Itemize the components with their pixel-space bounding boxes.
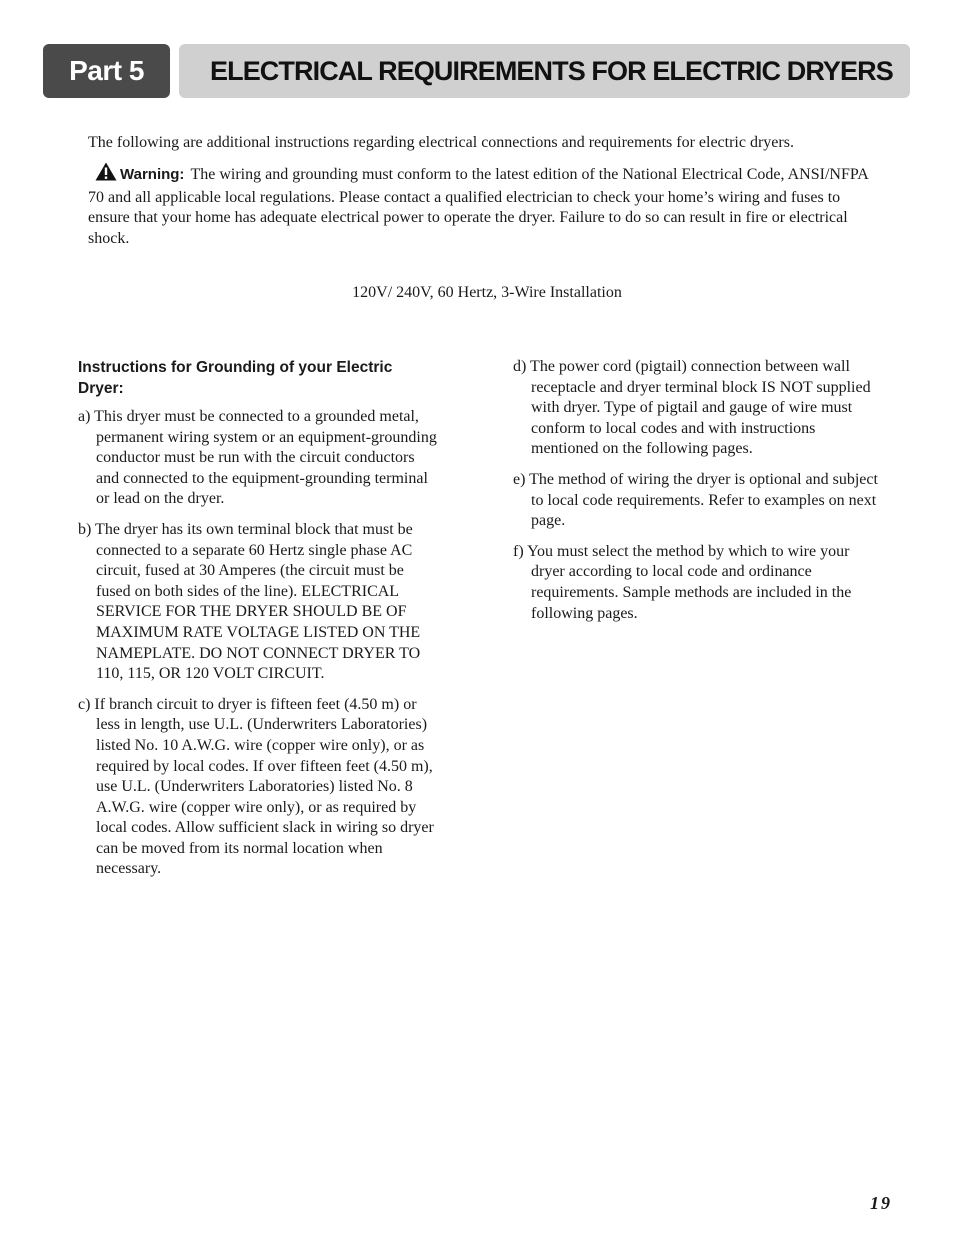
- grounding-column-left: [78, 357, 438, 890]
- grounding-column-right: [513, 357, 885, 634]
- intro-text: The following are additional instructions regarding electrical connections and requirements for electric dryers.: [88, 134, 794, 151]
- list-item: e) The method of wiring the dryer is optional and subject to local code requirements. Refer to examples on next page.: [513, 470, 878, 530]
- list-item: f) You must select the method by which to wire your dryer according to local code and ordinance requirements. Sample methods are included in the following pages.: [513, 542, 852, 622]
- list-item: b) The dryer has its own terminal block that must be connected to a separate 60 Hertz single phase AC circuit, fused at 30 Amperes (the circuit must be fused on both sides of the line). ELECTRICAL SERVICE FOR THE DRYER SHOULD BE OF MAXIMUM RATE VOLTAGE LISTED ON THE NAMEPLATE. DO NOT CONNECT DRYER TO 110, 115, OR 120 VOLT CIRCUIT.: [78, 520, 421, 683]
- page-number: 19: [870, 1193, 892, 1213]
- page-title: ELECTRICAL REQUIREMENTS FOR ELECTRIC DRYERS: [210, 56, 893, 86]
- warning-text: The wiring and grounding must conform to the latest edition of the National Electrical Code, ANSI/NFPA 70 and all applicable local regulations. Please contact a qualified electrician to check your home’s wiring and fuses to ensure that your home has adequate electrical power to operate the dryer. Failure to do so can result in fire or electrical shock.: [88, 166, 868, 247]
- install-caption: 120V/ 240V, 60 Hertz, 3-Wire Installation: [352, 284, 622, 301]
- warning-label: Warning:: [120, 166, 185, 183]
- part-label: Part 5: [43, 44, 170, 98]
- warning-block: [88, 162, 878, 249]
- list-item: d) The power cord (pigtail) connection between wall receptacle and dryer terminal block IS NOT supplied with dryer. Type of pigtail and gauge of wire must conform to local codes and with instructions mentioned on the following pages.: [513, 358, 871, 458]
- list-item: c) If branch circuit to dryer is fifteen feet (4.50 m) or less in length, use U.L. (Underwriters Laboratories) listed No. 10 A.W.G. wire (copper wire only), or as required by local codes. If over fifteen feet (4.50 m), use U.L. (Underwriters Laboratories) listed No. 8 A.W.G. wire (copper wire only), or as required by local codes. Allow sufficient slack in wiring so dryer can be moved from its normal location when necessary.: [78, 695, 434, 878]
- warning-triangle-icon: [95, 162, 117, 188]
- list-item: a) This dryer must be connected to a grounded metal, permanent wiring system or an equipment-grounding conductor must be run with the circuit conductors and connected to the equipment-grounding terminal or lead on the dryer.: [78, 408, 437, 508]
- title-bar: [179, 44, 910, 98]
- grounding-heading: Instructions for Grounding of your Electric Dryer:: [78, 359, 393, 397]
